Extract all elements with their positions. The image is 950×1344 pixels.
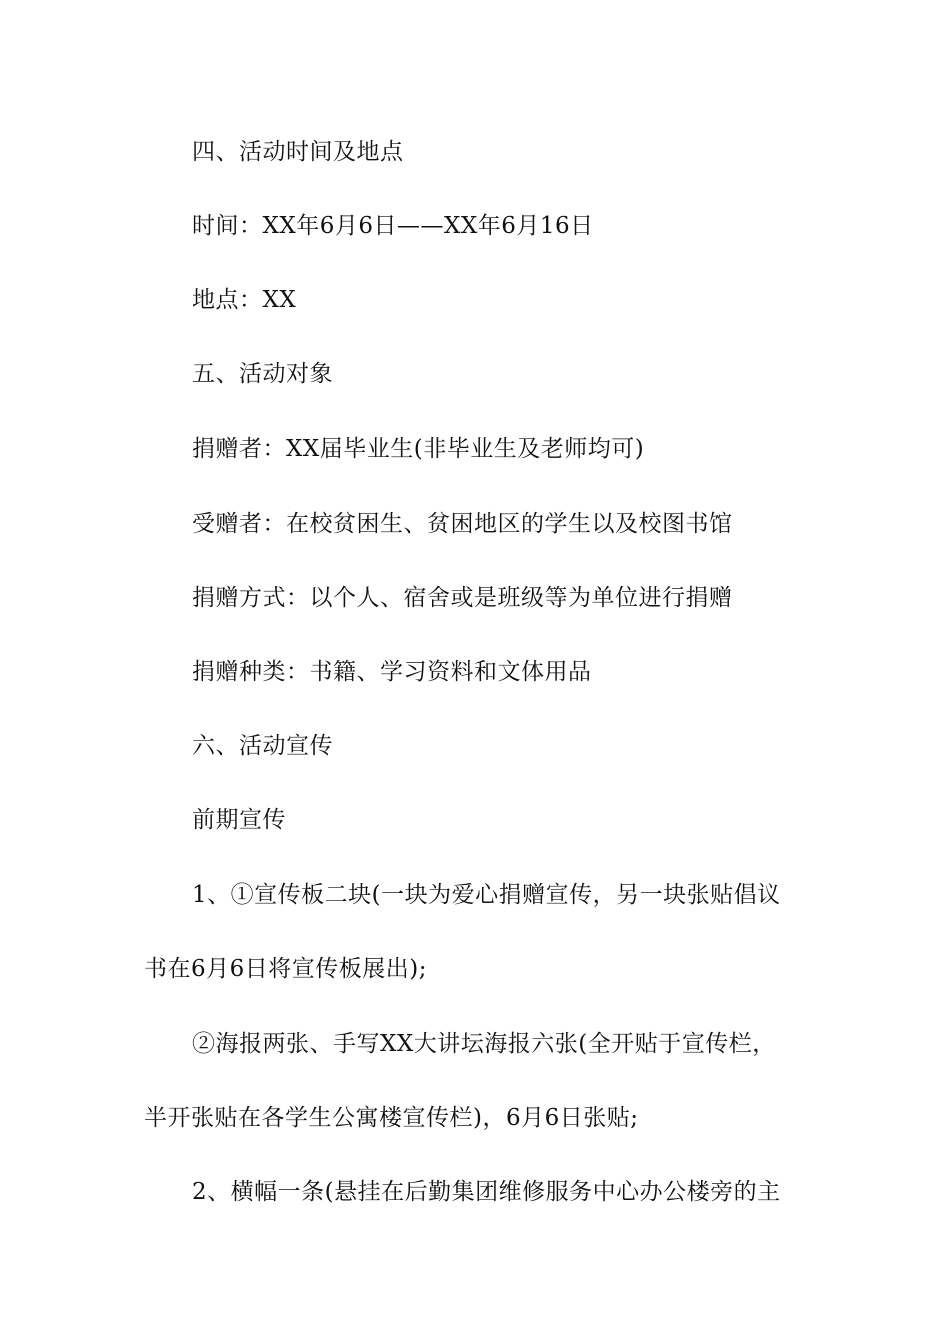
paragraph-item-1-line-2: 书在6月6日将宣传板展出); [144,956,427,982]
paragraph-item-2-line-1: 2、横幅一条(悬挂在后勤集团维修服务中心办公楼旁的主 [192,1179,781,1205]
paragraph-recipients: 受赠者：在校贫困生、贫困地区的学生以及校图书馆 [192,511,733,537]
paragraph-item-1-line-1: 1、①宣传板二块(一块为爱心捐赠宣传，另一块张贴倡议 [192,882,781,908]
section-heading-publicity: 六、活动宣传 [192,733,333,759]
paragraph-donation-method: 捐赠方式：以个人、宿舍或是班级等为单位进行捐赠 [192,585,733,611]
section-heading-time-location: 四、活动时间及地点 [192,139,404,165]
section-heading-targets: 五、活动对象 [192,361,333,387]
paragraph-posters-line-2: 半开张贴在各学生公寓楼宣传栏)，6月6日张贴; [144,1105,639,1131]
paragraph-time: 时间：XX年6月6日——XX年6月16日 [192,213,594,239]
paragraph-location: 地点：XX [192,287,297,313]
paragraph-posters-line-1: ②海报两张、手写XX大讲坛海报六张(全开贴于宣传栏， [192,1031,776,1057]
paragraph-donation-types: 捐赠种类：书籍、学习资料和文体用品 [192,659,592,685]
paragraph-early-publicity: 前期宣传 [192,807,286,833]
paragraph-donors: 捐赠者：XX届毕业生(非毕业生及老师均可) [192,436,645,462]
